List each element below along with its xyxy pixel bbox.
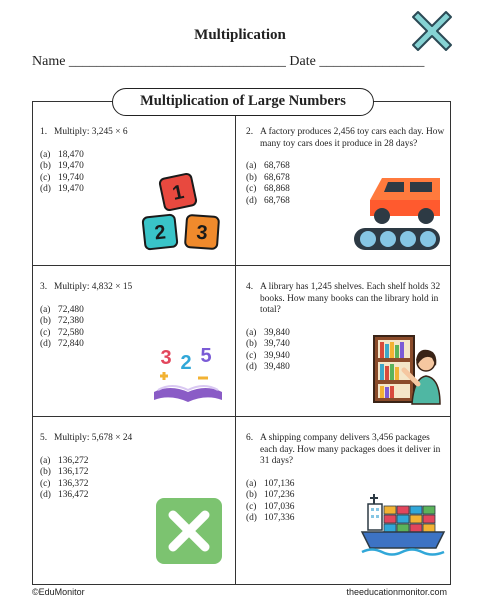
question-stem: A library has 1,245 shelves. Each shelf holds 32 books. How many books can the library hold in total? — [260, 282, 441, 315]
number-blocks-icon — [140, 170, 225, 255]
answer-option-d: (d) 136,472 — [40, 490, 89, 500]
question-stem: Multiply: 5,678 × 24 — [54, 433, 133, 443]
cargo-ship-icon — [360, 492, 446, 558]
answer-option-c: (c) 136,372 — [40, 478, 89, 489]
footer-website: theeducationmonitor.com — [346, 587, 447, 597]
answer-option-b: (b) 19,470 — [40, 161, 84, 171]
answer-option-a: (a) 72,480 — [40, 304, 84, 315]
question-number: 5. — [40, 433, 48, 443]
question-number: 3. — [40, 282, 48, 292]
grid-divider-row-1 — [32, 265, 451, 266]
question-number: 1. — [40, 127, 48, 137]
answer-option-b: (b) 107,236 — [246, 490, 295, 500]
multiply-sign-icon — [155, 497, 223, 565]
block-digit-1: 1 — [170, 181, 186, 205]
footer-copyright: ©EduMonitor — [32, 587, 85, 597]
answer-option-b: (b) 136,172 — [40, 467, 89, 477]
question-number: 2. — [246, 127, 254, 137]
answer-option-c: (c) 68,868 — [246, 184, 290, 194]
block-digit-3: 3 — [195, 221, 209, 245]
answer-option-a: (a) 18,470 — [40, 149, 84, 160]
multiply-logo-icon — [409, 8, 455, 54]
worksheet-title: Multiplication — [194, 27, 286, 43]
answer-option-d: (d) 107,336 — [246, 513, 295, 523]
numbers-book-icon — [152, 342, 224, 406]
answer-option-d: (d) 68,768 — [246, 195, 290, 206]
book-digit-5: 5 — [200, 345, 212, 367]
answer-option-d: (d) 19,470 — [40, 184, 84, 194]
answer-option-d: (d) 39,480 — [246, 362, 290, 372]
answer-option-b: (b) 68,678 — [246, 172, 290, 183]
question-number: 6. — [246, 433, 254, 443]
answer-option-c: (c) 107,036 — [246, 501, 295, 512]
book-digit-3: 3 — [160, 347, 172, 369]
name-date-line: Name _______________________________ Date _______________ — [32, 54, 425, 69]
answer-option-d: (d) 72,840 — [40, 339, 84, 349]
question-3 — [40, 282, 225, 351]
grid-divider-row-2 — [32, 416, 451, 417]
answer-option-c: (c) 72,580 — [40, 327, 84, 338]
question-5 — [40, 433, 225, 502]
question-stem: Multiply: 4,832 × 15 — [54, 282, 133, 292]
answer-option-a: (a) 39,840 — [246, 327, 290, 338]
block-digit-2: 2 — [153, 221, 167, 245]
question-stem: Multiply: 3,245 × 6 — [54, 127, 128, 137]
answer-option-b: (b) 72,380 — [40, 316, 84, 326]
car-conveyor-icon — [352, 172, 444, 256]
librarian-icon — [372, 334, 442, 406]
grid-divider-vertical — [235, 116, 236, 585]
answer-option-a: (a) 68,768 — [246, 161, 290, 171]
book-digit-2: 2 — [180, 352, 192, 374]
question-stem: A shipping company delivers 3,456 packages each day. How many packages does it deliver in 31 days? — [260, 433, 441, 466]
question-stem: A factory produces 2,456 toy cars each day. How many toy cars does it produce in 28 days? — [260, 127, 445, 149]
answer-option-a: (a) 136,272 — [40, 455, 89, 466]
answer-option-c: (c) 19,740 — [40, 172, 84, 183]
answer-option-b: (b) 39,740 — [246, 339, 290, 349]
question-number: 4. — [246, 282, 254, 292]
answer-option-a: (a) 107,136 — [246, 478, 295, 489]
section-title: Multiplication of Large Numbers — [112, 88, 374, 116]
answer-option-c: (c) 39,940 — [246, 350, 290, 361]
